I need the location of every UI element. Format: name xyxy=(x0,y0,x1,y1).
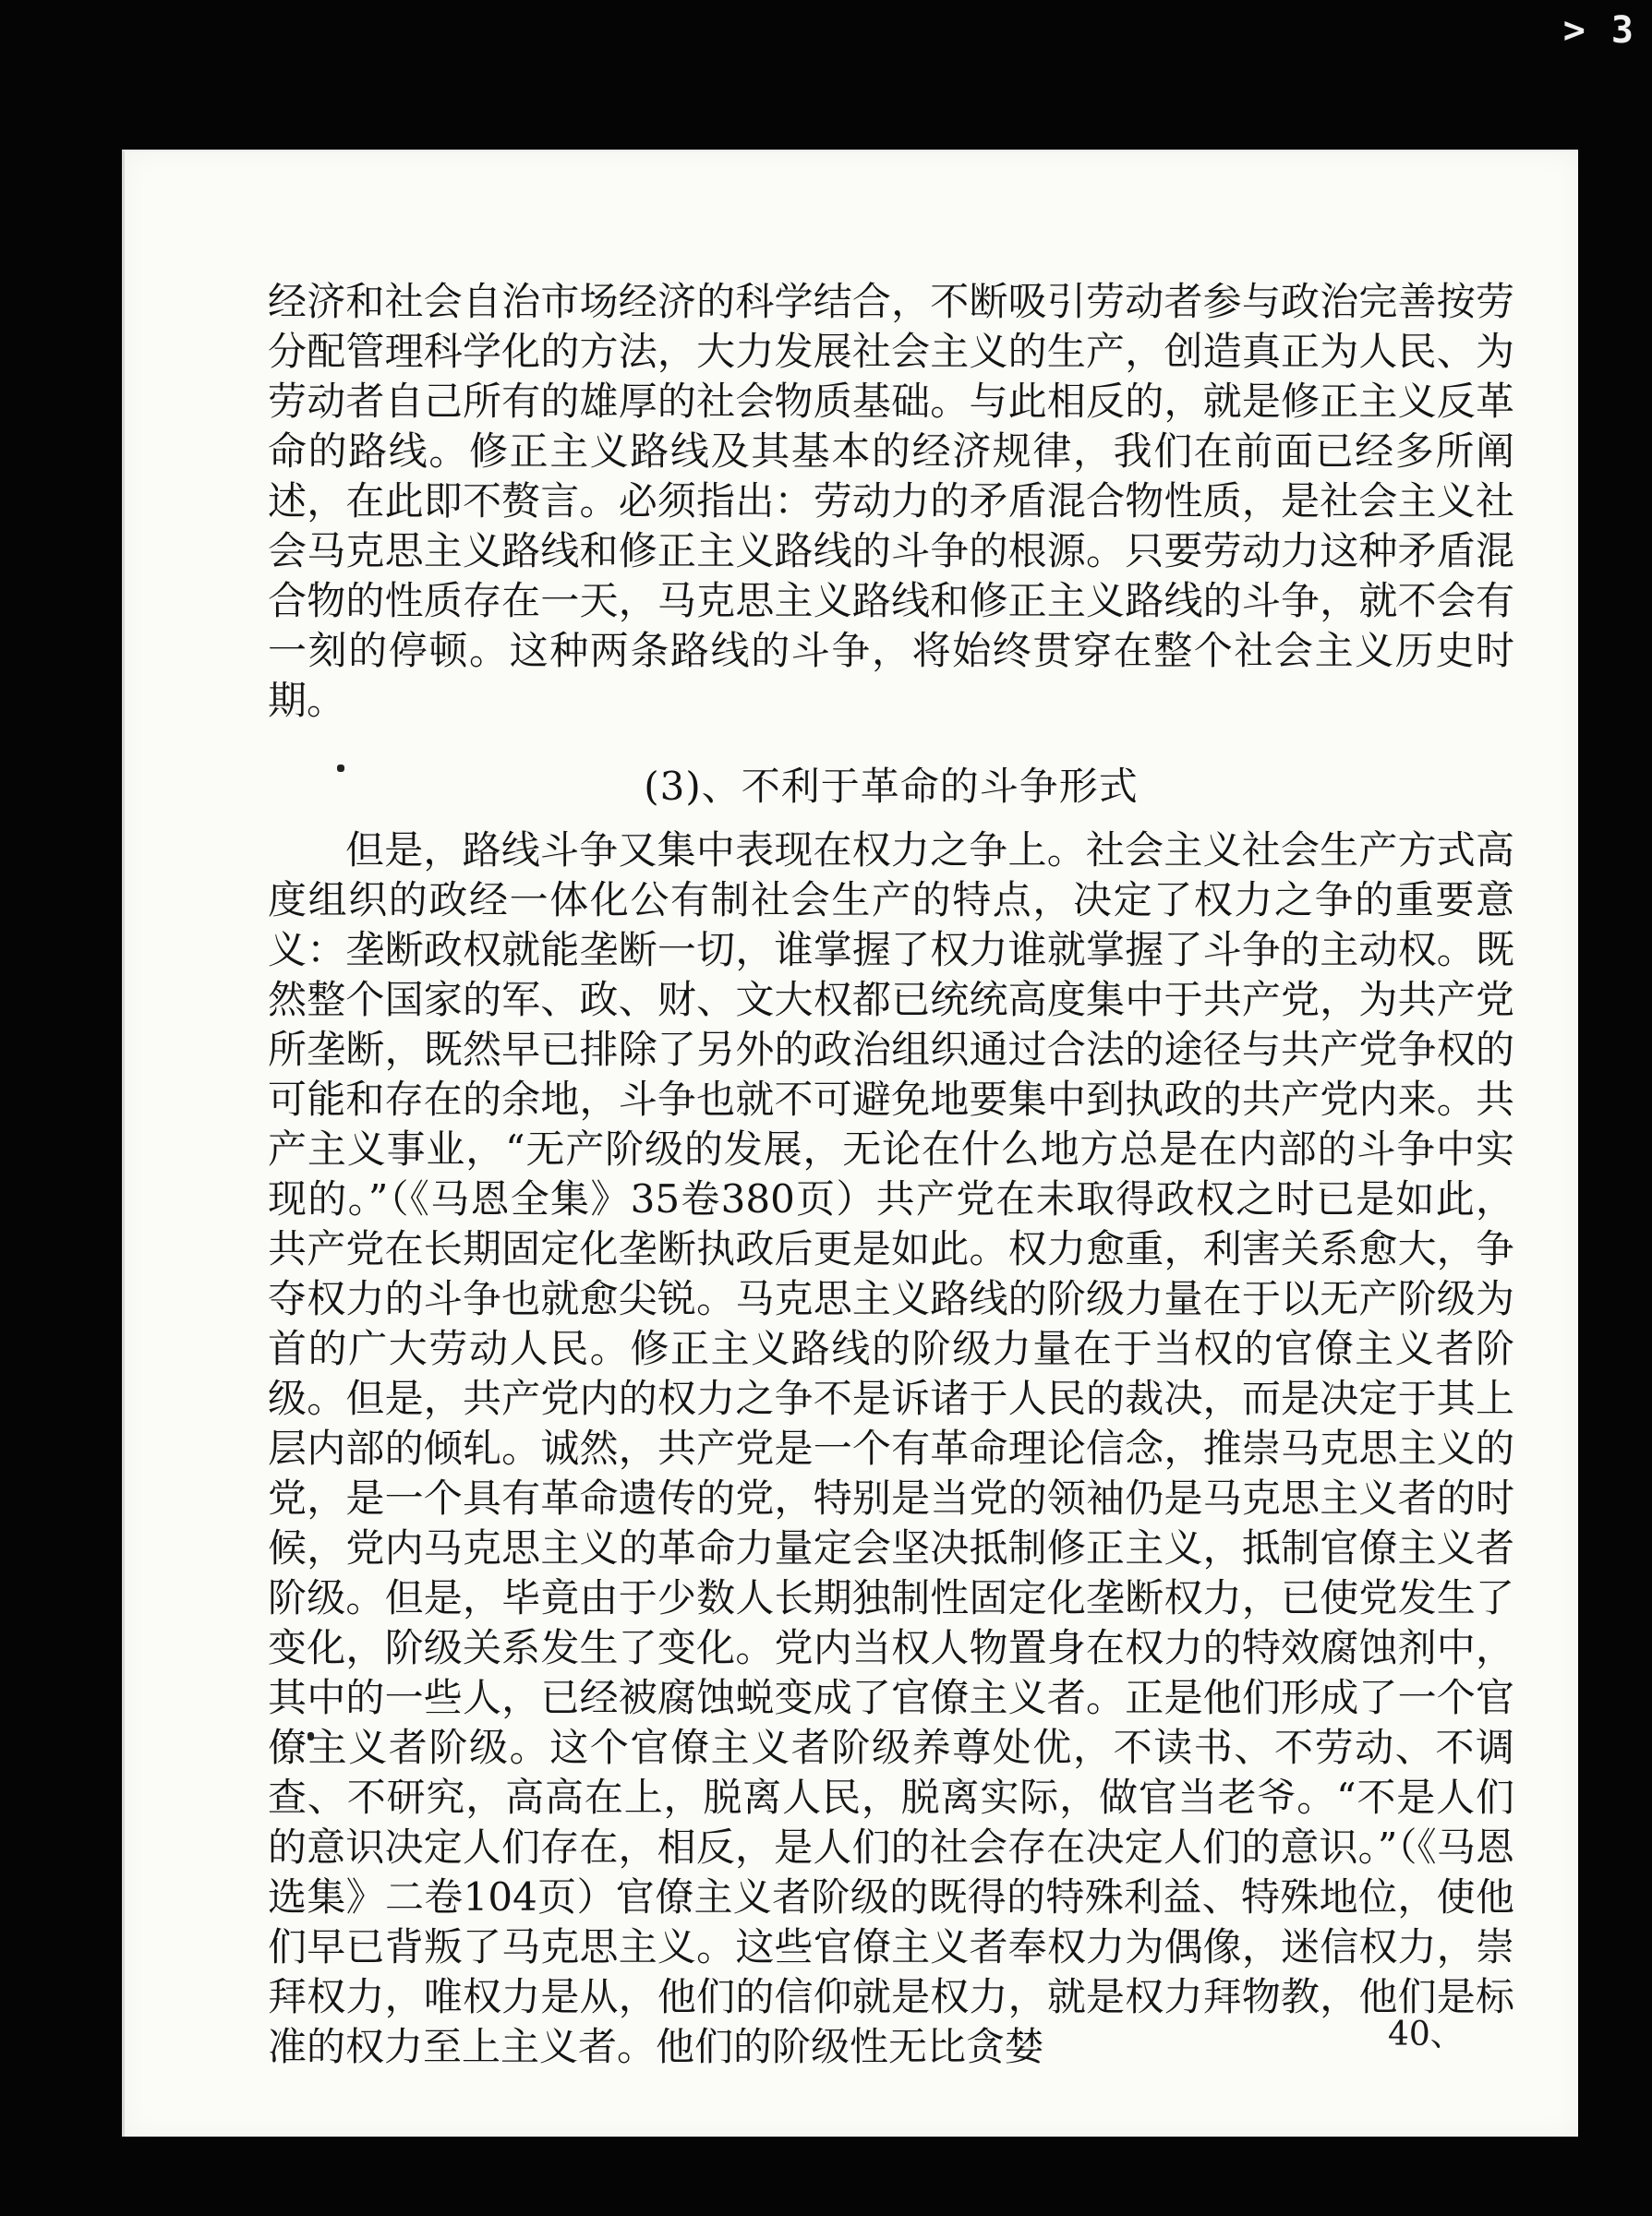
paragraph-2: 但是，路线斗争又集中表现在权力之争上。社会主义社会生产方式高度组织的政经一体化公有制社会生产的特点，决定了权力之争的重要意义：垄断政权就能垄断一切，谁掌握了权力谁就掌握了斗争的主动权。既然整个国家的军、政、财、文大权都已统统高度集中于共产党，为共产党所垄断，既然早已排除了另外的政治组织通过合法的途径与共产党争权的可能和存在的余地，斗争也就不可避免地要集中到执政的共产党内来。共产主义事业，“无产阶级的发展，无论在什么地方总是在内部的斗争中实现的。”（《马恩全集》35卷380页）共产党在未取得政权之时已是如此，共产党在长期固定化垄断执政后更是如此。权力愈重，利害关系愈大，争夺权力的斗争也就愈尖锐。马克思主义路线的阶级力量在于以无产阶级为首的广大劳动人民。修正主义路线的阶级力量在于当权的官僚主义者阶级。但是，共产党内的权力之争不是诉诸于人民的裁决，而是决定于其上层内部的倾轧。诚然，共产党是一个有革命理论信念，推崇马克思主义的党，是一个具有革命遗传的党，特别是当党的领袖仍是马克思主义者的时候，党内马克思主义的革命力量定会坚决抵制修正主义，抵制官僚主义者阶级。但是，毕竟由于少数人长期独制性固定化垄断权力，已使党发生了变化，阶级关系发生了变化。党内当权人物置身在权力的特效腐蚀剂中，其中的一些人，已经被腐蚀蜕变成了官僚主义者。正是他们形成了一个官僚主义者阶级。这个官僚主义者阶级养尊处优，不读书、不劳动、不调查、不研究，高高在上，脱离人民，脱离实际，做官当老爷。“不是人们的意识决定人们存在，相反，是人们的社会存在决定人们的意识。”（《马恩选集》二卷104页）官僚主义者阶级的既得的特殊利益、特殊地位，使他们早已背叛了马克思主义。这些官僚主义者奉权力为偶像，迷信权力，崇拜权力，唯权力是从，他们的信仰就是权力，就是权力拜物教，他们是标准的权力至上主义者。他们的阶级性无比贪婪 xyxy=(268,827,1514,2069)
corner-mark: > 3 xyxy=(1562,9,1635,52)
paragraph-1: 经济和社会自治市场经济的科学结合，不断吸引劳动者参与政治完善按劳分配管理科学化的方法，大力发展社会主义的生产，创造真正为人民、为劳动者自己所有的雄厚的社会物质基础。与此相反的，就是修正主义反革命的路线。修正主义路线及其基本的经济规律，我们在前面已经多所阐述，在此即不赘言。必须指出：劳动力的矛盾混合物性质，是社会主义社会马克思主义路线和修正主义路线的斗争的根源。只要劳动力这种矛盾混合物的性质存在一天，马克思主义路线和修正主义路线的斗争，就不会有一刻的停顿。这种两条路线的斗争，将始终贯穿在整个社会主义历史时期。 xyxy=(268,279,1514,723)
document-body xyxy=(268,277,1514,2072)
section-heading: (3)、不利于革命的斗争形式 xyxy=(644,764,1139,809)
page-number: 40、 xyxy=(1388,2016,1464,2053)
